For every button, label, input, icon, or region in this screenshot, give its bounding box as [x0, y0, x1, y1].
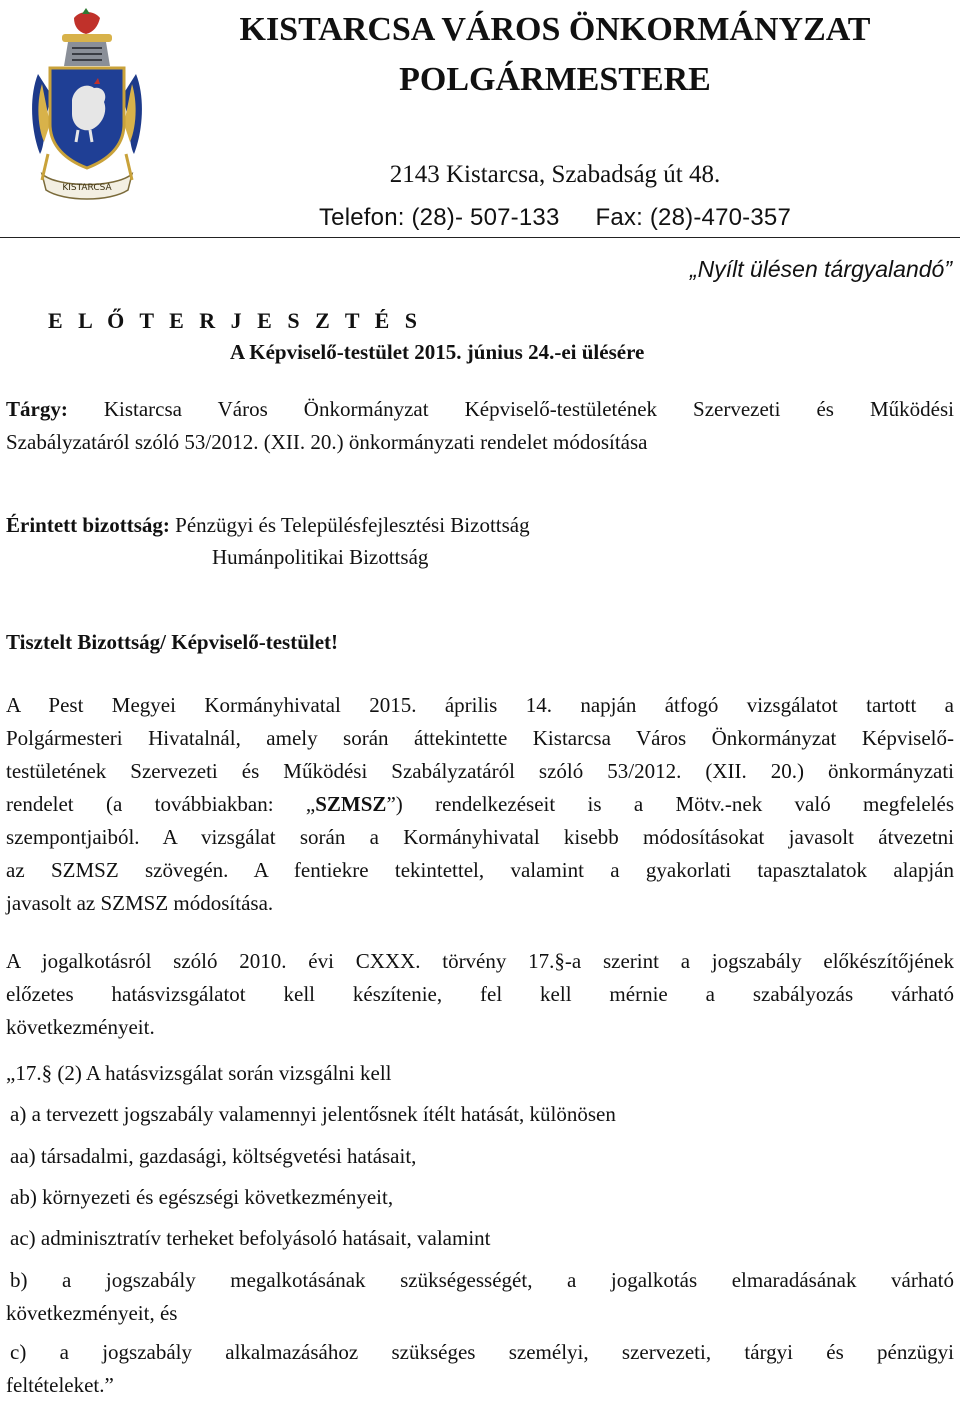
- paragraph-1: [6, 689, 954, 920]
- citation-item-c: [6, 1336, 954, 1402]
- citation-item-aa: aa) társadalmi, gazdasági, költségvetési hatásait,: [10, 1144, 417, 1168]
- committee-first: Pénzügyi és Településfejlesztési Bizottság: [175, 513, 530, 537]
- committee-second: Humánpolitikai Bizottság: [212, 545, 429, 569]
- citation-item-b: [6, 1264, 954, 1330]
- citation-item-c-line: feltételeket.”: [6, 1373, 114, 1397]
- open-session-note: „Nyílt ülésen tárgyalandó”: [689, 256, 952, 282]
- citation-item-a: a) a tervezett jogszabály valamennyi jelentősnek ítélt hatását, különösen: [10, 1102, 616, 1126]
- contact-line: [150, 203, 960, 233]
- header-divider: [0, 237, 960, 238]
- paragraph-1-line: A Pest Megyei Kormányhivatal 2015. április 14. napján átfogó vizsgálatot tartott a: [6, 693, 954, 717]
- paragraph-1-line: testületének Szervezeti és Működési Szabályzatáról szóló 53/2012. (XII. 20.) önkormányzati: [6, 759, 954, 783]
- paragraph-2-line: következményeit.: [6, 1015, 155, 1039]
- paragraph-1-line: Polgármesteri Hivatalnál, amely során áttekintette Kistarcsa Város Önkormányzat Képviselő-: [6, 726, 954, 750]
- org-name-line1: KISTARCSA VÁROS ÖNKORMÁNYZAT: [239, 11, 871, 48]
- proposal-title: E L Ő T E R J E S Z T É S: [47, 308, 423, 333]
- citation-intro: „17.§ (2) A hatásvizsgálat során vizsgálni kell: [6, 1061, 392, 1085]
- paragraph-2: [6, 945, 954, 1044]
- citation-item-ac: ac) adminisztratív terheket befolyásoló hatásait, valamint: [10, 1226, 491, 1250]
- subject-line2: Szabályzatáról szóló 53/2012. (XII. 20.) önkormányzati rendelet módosítása: [6, 430, 648, 454]
- svg-text:KISTARCSA: KISTARCSA: [62, 183, 112, 193]
- subject-label: Tárgy:: [6, 397, 68, 421]
- subject-block: [6, 393, 954, 459]
- greeting: Tisztelt Bizottság/ Képviselő-testület!: [6, 630, 339, 654]
- subject-line1: Kistarcsa Város Önkormányzat Képviselő-testületének Szervezeti és Működési: [103, 397, 954, 421]
- citation-item-ab: ab) környezeti és egészségi következményeit,: [10, 1185, 394, 1209]
- paragraph-1-line: javasolt az SZMSZ módosítása.: [6, 891, 274, 915]
- text-fragment: rendelet (a továbbiakban: „: [6, 792, 316, 816]
- fax-number: Fax: (28)-470-357: [595, 204, 792, 231]
- paragraph-2-line: előzetes hatásvizsgálatot kell készítenie, fel kell mérnie a szabályozás várható: [6, 982, 954, 1006]
- citation-item-c-line: c) a jogszabály alkalmazásához szükséges személyi, szervezeti, tárgyi és pénzügyi: [10, 1340, 954, 1364]
- proposal-subtitle: A Képviselő-testület 2015. június 24.-ei ülésére: [230, 340, 645, 364]
- committee-label: Érintett bizottság:: [6, 513, 170, 537]
- szmsz-abbrev: SZMSZ: [315, 792, 387, 816]
- phone-number: Telefon: (28)- 507-133: [318, 204, 560, 231]
- paragraph-1-line: szempontjaiból. A vizsgálat során a Kormányhivatal kisebb módosításokat javasolt átvezetni: [6, 825, 954, 849]
- paragraph-2-line: A jogalkotásról szóló 2010. évi CXXX. törvény 17.§-a szerint a jogszabály előkészítőjének: [6, 949, 954, 973]
- coat-of-arms-logo: [28, 4, 146, 210]
- org-name-line2: POLGÁRMESTERE: [399, 61, 711, 98]
- paragraph-1-line: [6, 788, 954, 821]
- address: 2143 Kistarcsa, Szabadság út 48.: [389, 161, 721, 188]
- citation-item-b-line: b) a jogszabály megalkotásának szükségességét, a jogalkotás elmaradásának várható: [10, 1268, 954, 1292]
- paragraph-1-line: az SZMSZ szövegén. A fentiekre tekintettel, valamint a gyakorlati tapasztalatok alapján: [6, 858, 954, 882]
- text-fragment: ”) rendelkezéseit is a Mötv.-nek való megfelelés: [386, 792, 954, 816]
- citation-item-b-line: következményeit, és: [6, 1301, 178, 1325]
- committee-block: [6, 509, 954, 542]
